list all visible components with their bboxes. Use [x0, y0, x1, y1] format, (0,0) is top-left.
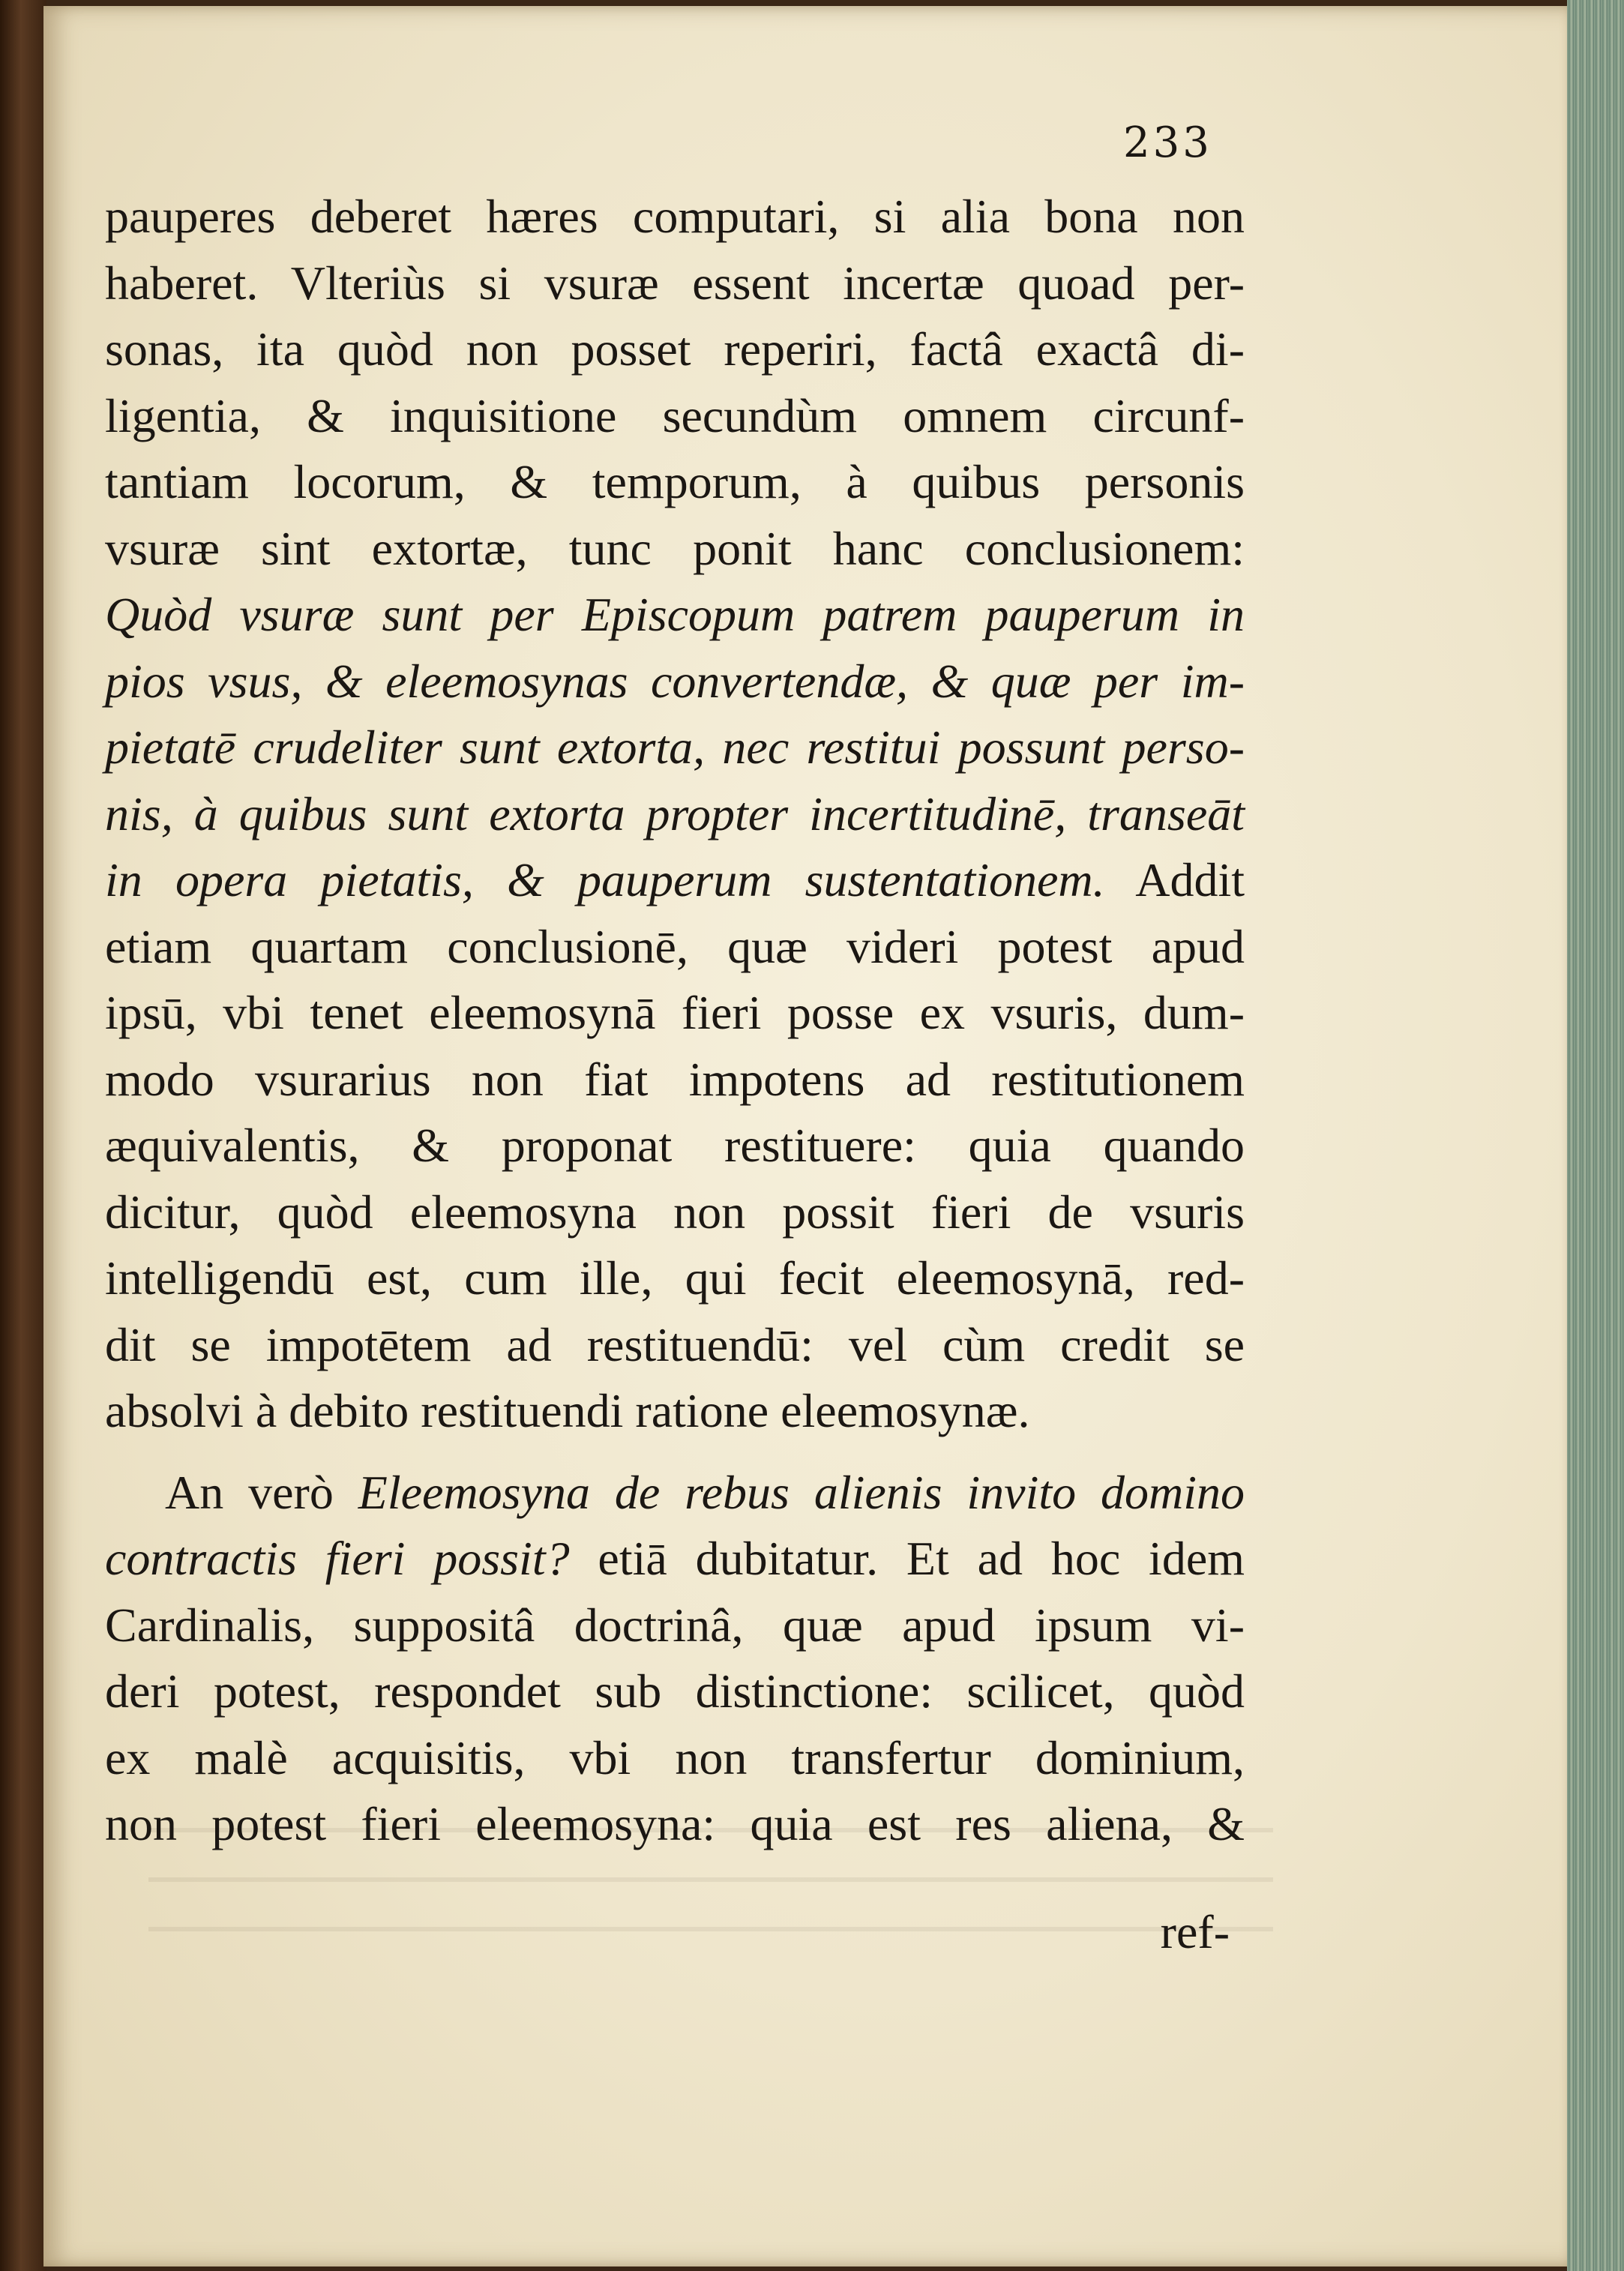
catchword: ref-	[1160, 1905, 1230, 1958]
roman-span: An verò	[165, 1465, 358, 1519]
page-number: 233	[1123, 118, 1212, 167]
italic-text-line: pietatē crudeliter sunt extorta, nec restitui possunt perso-	[105, 721, 1245, 774]
text-line: haberet. Vlteriùs si vsuræ essent incertæ quoad per-	[105, 256, 1245, 310]
text-line: absolvi à debito restituendi ratione eleemosynæ.	[105, 1384, 1030, 1437]
page-edges	[1567, 0, 1624, 2271]
italic-text-line: Quòd vsuræ sunt per Episcopum patrem pauperum in	[105, 588, 1245, 641]
text-line: pauperes deberet hæres computari, si alia bona non	[105, 190, 1245, 243]
text-line: non potest fieri eleemosyna: quia est res aliena, &	[105, 1797, 1245, 1850]
paragraph-gap	[105, 1445, 1245, 1460]
text-line: deri potest, respondet sub distinctione: scilicet, quòd	[105, 1664, 1245, 1718]
text-line: ipsū, vbi tenet eleemosynā fieri posse ex vsuris, dum-	[105, 986, 1245, 1039]
mixed-text-line	[105, 1460, 1245, 1526]
text-line: ligentia, & inquisitione secundùm omnem circunf-	[105, 388, 1245, 442]
mixed-text-line	[105, 1526, 1245, 1592]
italic-span: Eleemosyna de rebus alienis invito domino	[358, 1465, 1245, 1519]
text-line: vsuræ sint extortæ, tunc ponit hanc conclusionem:	[105, 521, 1245, 575]
text-line: intelligendū est, cum ille, qui fecit eleemosynā, red-	[105, 1251, 1245, 1305]
roman-span: etiā dubitatur. Et ad hoc idem	[569, 1532, 1245, 1585]
text-line: ex malè acquisitis, vbi non transfertur dominium,	[105, 1730, 1245, 1784]
text-line: modo vsurarius non fiat impotens ad restitutionem	[105, 1052, 1245, 1106]
text-line: etiam quartam conclusionē, quæ videri potest apud	[105, 919, 1245, 973]
italic-span: in opera pietatis, & pauperum sustentationem.	[105, 853, 1105, 906]
roman-span: Addit	[1104, 853, 1245, 906]
text-line: dicitur, quòd eleemosyna non possit fieri de vsuris	[105, 1185, 1245, 1239]
book-spine	[0, 0, 46, 2271]
italic-span: contractis fieri possit?	[105, 1532, 570, 1585]
text-line: Cardinalis, suppositâ doctrinâ, quæ apud ipsum vi-	[105, 1598, 1245, 1652]
text-line: tantiam locorum, & temporum, à quibus personis	[105, 455, 1245, 508]
italic-text-line: pios vsus, & eleemosynas convertendæ, & quæ per im-	[105, 654, 1245, 708]
text-line: sonas, ita quòd non posset reperiri, factâ exactâ di-	[105, 322, 1245, 376]
text-line: dit se impotētem ad restituendū: vel cùm credit se	[105, 1317, 1245, 1371]
body-text	[105, 184, 1245, 1858]
mixed-text-line	[105, 847, 1245, 914]
italic-text-line: nis, à quibus sunt extorta propter incertitudinē, transeāt	[105, 786, 1245, 840]
text-line: æquivalentis, & proponat restituere: quia quando	[105, 1119, 1245, 1172]
